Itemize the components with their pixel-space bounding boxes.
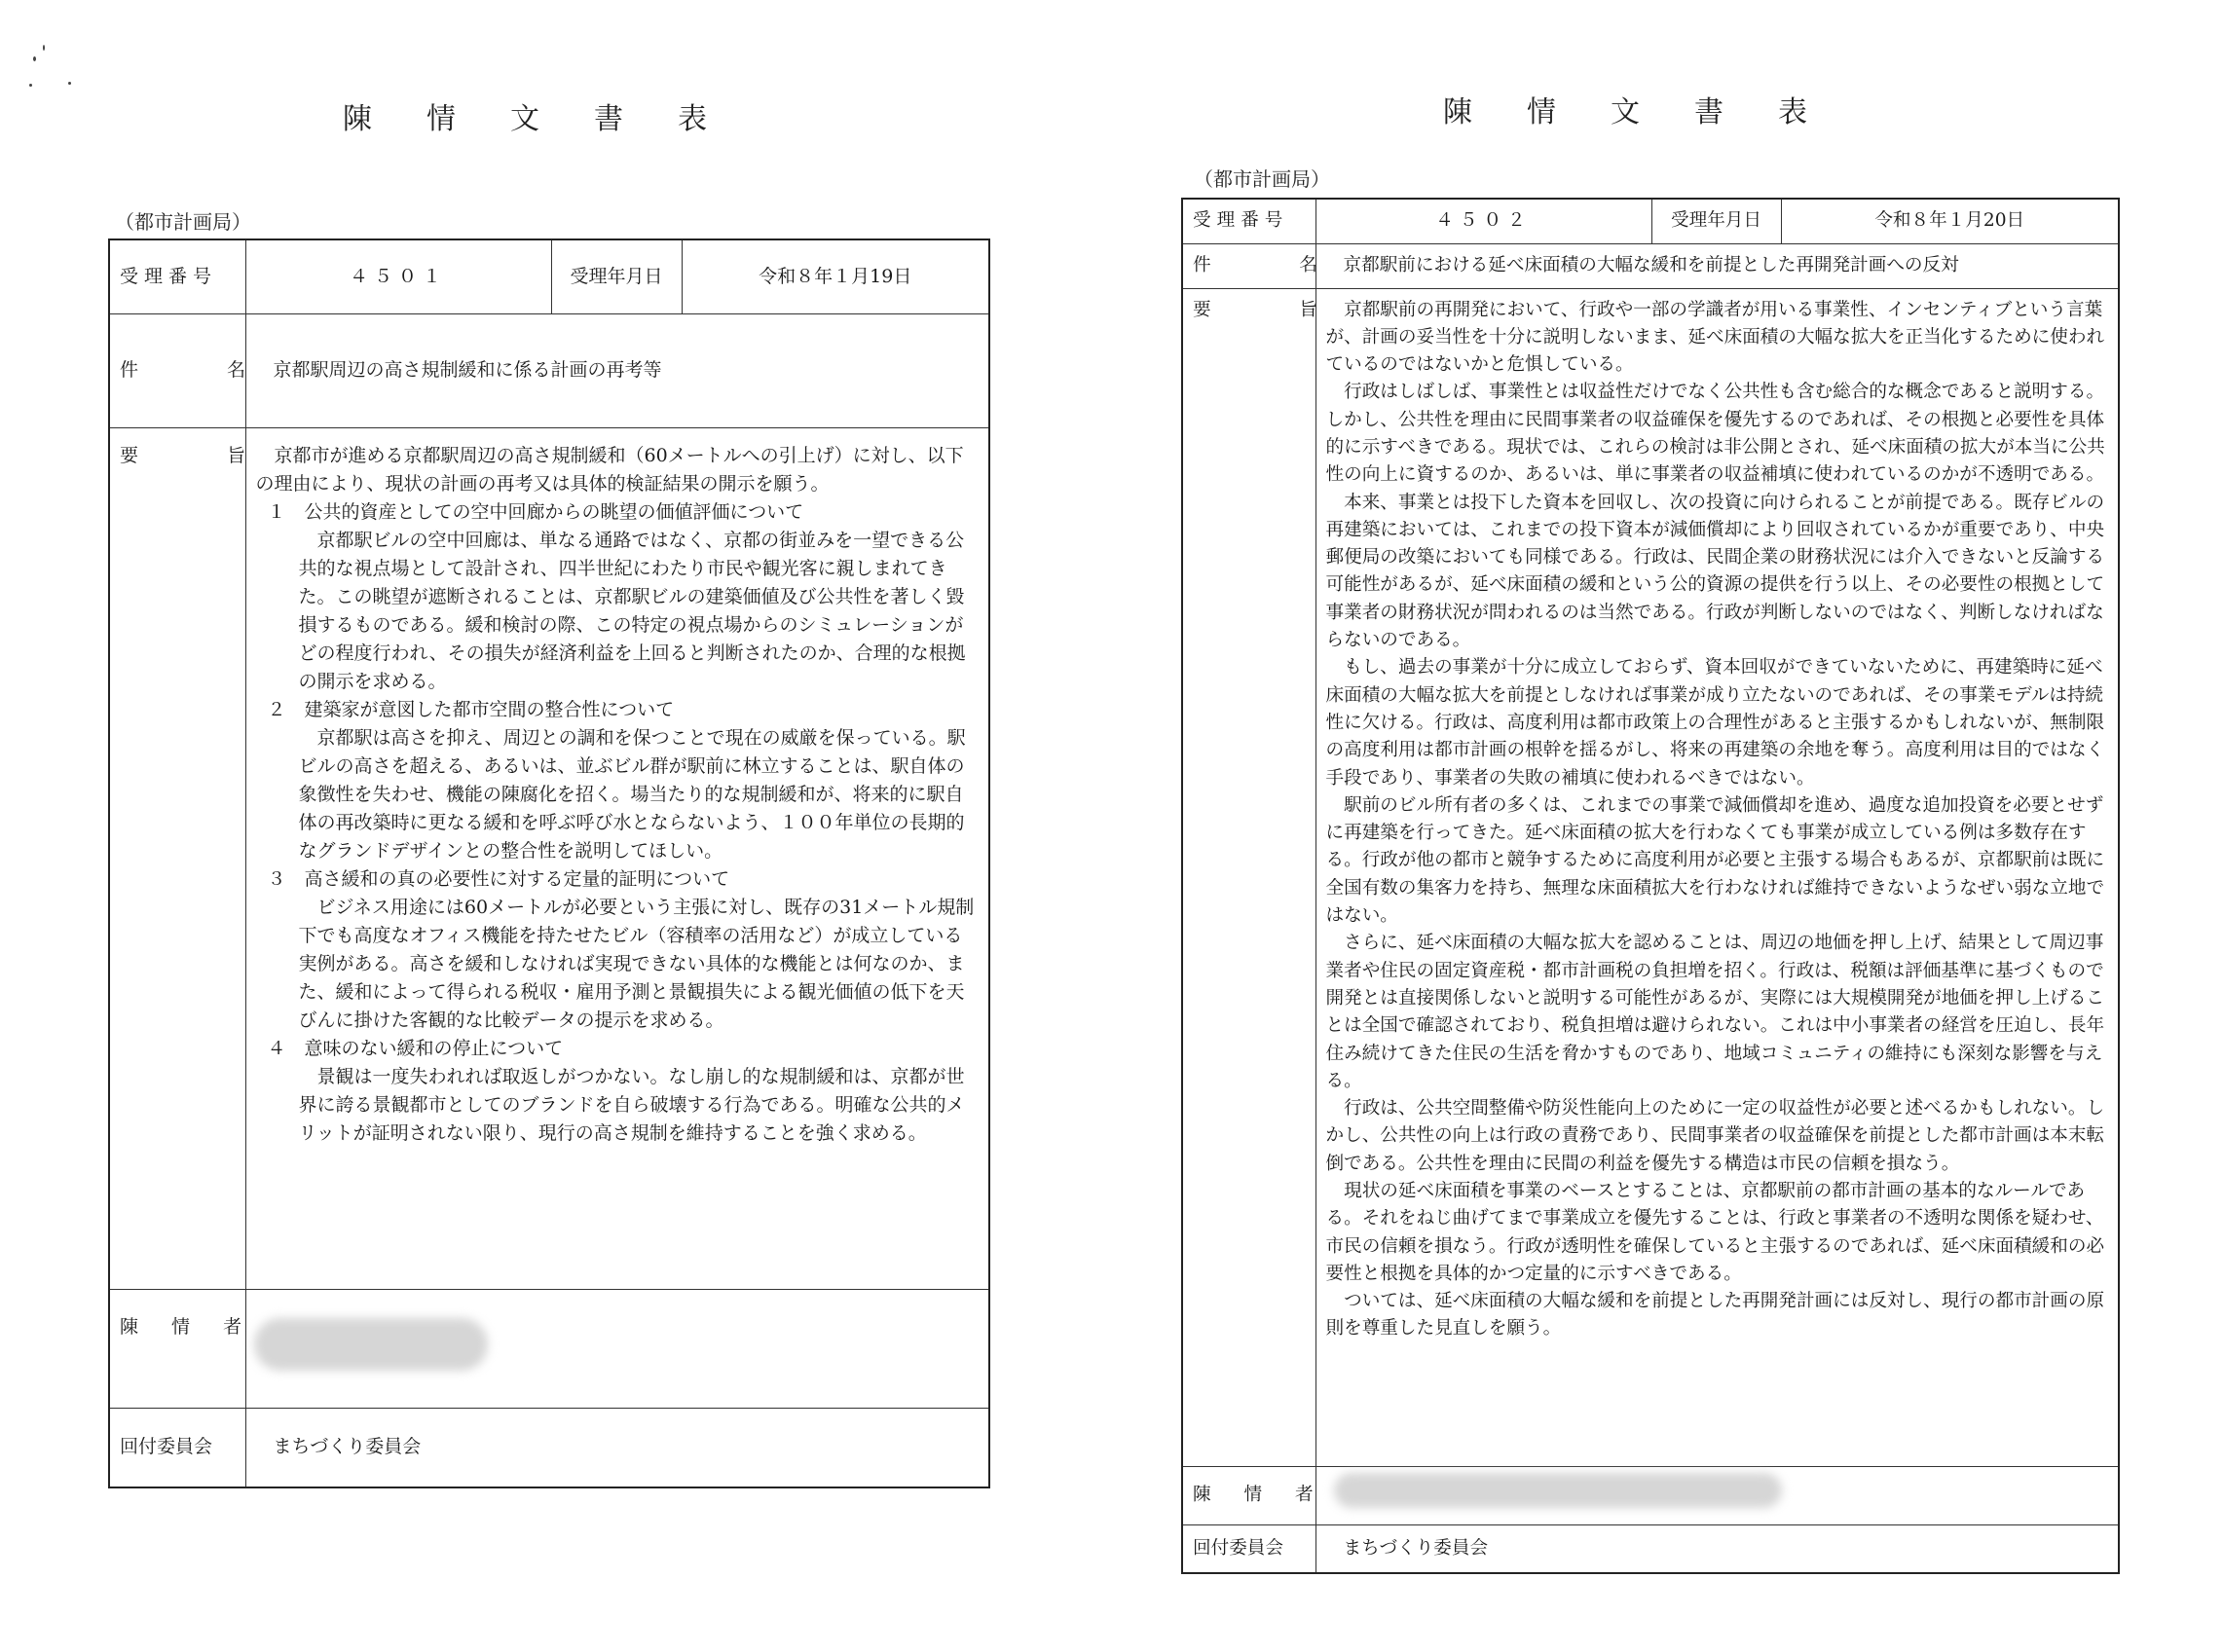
receipt-no-label: 受理番号 <box>109 239 245 313</box>
subject-label: 件 名 <box>1182 243 1315 288</box>
summary-body <box>245 427 989 1289</box>
summary-item-text: ビジネス用途には60メートルが必要という主張に対し、既存の31メートル規制下でも高度なオフィス機能を持たせたビル（容積率の活用など）が成立している実例がある。高さを緩和しなければ実現できない具体的な機能とは何なのか、また、緩和によって得られる税収・雇用予測と景観損失による観光価値の低下を天びんに掛けた客観的な比較データの提示を求める。 <box>298 896 975 1031</box>
receipt-date-label: 受理年月日 <box>1651 199 1781 243</box>
committee-label: 回付委員会 <box>109 1408 245 1487</box>
scan-speck <box>68 82 71 85</box>
summary-paragraph: 京都駅前の再開発において、行政や一部の学識者が用いる事業性、インセンティブという言葉が、計画の妥当性を十分に説明しないまま、延べ床面積の大幅な拡大を正当化するために使われているのではないかと危惧している。 <box>1325 299 2105 376</box>
summary-label: 要 旨 <box>1182 288 1315 1466</box>
subject-value: 京都駅前における延べ床面積の大幅な緩和を前提とした再開発計画への反対 <box>1315 243 2119 288</box>
petition-table <box>108 239 990 1488</box>
committee-label: 回付委員会 <box>1182 1524 1315 1573</box>
scan-speck <box>29 84 32 87</box>
petitioner-label: 陳 情 者 <box>1182 1466 1315 1524</box>
summary-paragraph: 行政は、公共空間整備や防災性能向上のために一定の収益性が必要と述べるかもしれない。しかし、公共性の向上は行政の責務であり、民間事業者の収益確保を前提とした都市計画は本末転倒である。公共性を理由に民間の利益を優先する構造は市民の信頼を損なう。 <box>1325 1098 2105 1174</box>
petition-table <box>1181 198 2120 1574</box>
summary-item-heading: １ 公共的資産としての空中回廊からの眺望の価値評価について <box>267 500 804 523</box>
receipt-no-value: ４５０１ <box>245 239 551 313</box>
summary-paragraph: 行政はしばしば、事業性とは収益性だけでなく公共性も含む総合的な概念であると説明する。しかし、公共性を理由に民間事業者の収益確保を優先するのであれば、その根拠と必要性を具体的に示すべきである。現状では、これらの検討は非公開とされ、延べ床面積の拡大が本当に公共性の向上に資するのか、あるいは、単に事業者の収益補填に使われているのかが不透明である。 <box>1325 382 2105 486</box>
summary-paragraph: もし、過去の事業が十分に成立しておらず、資本回収ができていないために、再建築時に延べ床面積の大幅な拡大を前提としなければ事業が成り立たないのであれば、その事業モデルは持続性に欠ける。行政は、高度利用は都市政策上の合理性があると主張するかもしれないが、無制限の高度利用は都市計画の根幹を揺るがし、将来の再建築の余地を奪う。高度利用は目的ではなく手段であり、事業者の失敗の補填に使われるべきではない。 <box>1325 657 2105 789</box>
summary-item-heading: ４ 意味のない緩和の停止について <box>267 1037 564 1059</box>
summary-body <box>1315 288 2119 1466</box>
receipt-date-value: 令和８年１月19日 <box>682 239 989 313</box>
scan-speck <box>43 45 45 51</box>
summary-item-text: 景観は一度失われれば取返しがつかない。なし崩し的な規制緩和は、京都が世界に誇る景観都市としてのブランドを自ら破壊する行為である。明確な公共的メリットが証明されない限り、現行の高さ規制を維持することを強く求める。 <box>298 1065 965 1144</box>
summary-intro: 京都市が進める京都駅周辺の高さ規制緩和（60メートルへの引上げ）に対し、以下の理由により、現状の計画の再考又は具体的検証結果の開示を願う。 <box>255 444 964 495</box>
page-title: 陳情文書表 <box>343 102 761 136</box>
receipt-no-label: 受理番号 <box>1182 199 1315 243</box>
summary-paragraph: 本来、事業とは投下した資本を回収し、次の投資に向けられることが前提である。既存ビルの再建築においては、これまでの投下資本が減価償却により回収されているかが重要であり、中央郵便局の改築においても同様である。行政は、民間企業の財務状況には介入できないと反論する可能性があるが、延べ床面積の緩和という公的資源の提供を行う以上、その必要性の根拠として事業者の財務状況が問われるのは当然である。行政が判断しないのではなく、判断しなければならないのである。 <box>1325 492 2105 651</box>
redacted-petitioner-name <box>1334 1473 1782 1508</box>
summary-paragraph: 現状の延べ床面積を事業のベースとすることは、京都駅前の都市計画の基本的なルールである。それをねじ曲げてまで事業成立を優先することは、行政と事業者の不透明な関係を疑わせ、市民の信頼を損なう。行政が透明性を確保していると主張するのであれば、延べ床面積緩和の必要性と根拠を具体的かつ定量的に示すべきである。 <box>1325 1181 2105 1284</box>
scan-speck <box>33 56 36 61</box>
summary-paragraph: 駅前のビル所有者の多くは、これまでの事業で減価償却を進め、過度な追加投資を必要とせずに再建築を行ってきた。延べ床面積の拡大を行わなくても事業が成立している例は多数存在する。行政が他の都市と競争するために高度利用が必要と主張する場合もあるが、京都駅前は既に全国有数の集客力を持ち、無理な床面積拡大を行わなければ維持できないようなぜい弱な立地ではない。 <box>1325 794 2105 927</box>
petitioner-label: 陳 情 者 <box>109 1289 245 1408</box>
department-label: （都市計画局） <box>1194 167 1330 191</box>
summary-item-heading: ２ 建築家が意図した都市空間の整合性について <box>267 698 675 720</box>
receipt-no-value: ４５０２ <box>1315 199 1651 243</box>
committee-value: まちづくり委員会 <box>245 1408 989 1487</box>
receipt-date-value: 令和８年１月20日 <box>1781 199 2119 243</box>
summary-label: 要 旨 <box>109 427 245 1289</box>
subject-label: 件 名 <box>109 313 245 427</box>
department-label: （都市計画局） <box>115 210 251 234</box>
summary-paragraph: さらに、延べ床面積の大幅な拡大を認めることは、周辺の地価を押し上げ、結果として周辺事業者や住民の固定資産税・都市計画税の負担増を招く。行政は、税額は評価基準に基づくもので開発とは直接関係しないと説明する可能性があるが、実際には大規模開発が地価を押し上げることは全国で確認されており、税負担増は避けられない。これは中小事業者の経営を圧迫し、長年住み続けてきた住民の生活を脅かすものであり、地域コミュニティの維持にも深刻な影響を与える。 <box>1325 933 2105 1091</box>
committee-value: まちづくり委員会 <box>1315 1524 2119 1573</box>
subject-value: 京都駅周辺の高さ規制緩和に係る計画の再考等 <box>245 313 989 427</box>
summary-item-heading: ３ 高さ緩和の真の必要性に対する定量的証明について <box>267 867 730 890</box>
receipt-date-label: 受理年月日 <box>551 239 682 313</box>
summary-paragraph: ついては、延べ床面積の大幅な緩和を前提とした再開発計画には反対し、現行の都市計画の原則を尊重した見直しを願う。 <box>1325 1291 2105 1340</box>
page-title: 陳情文書表 <box>1443 95 1862 129</box>
redacted-petitioner-name <box>254 1318 488 1371</box>
summary-item-text: 京都駅は高さを抑え、周辺との調和を保つことで現在の威厳を保っている。駅ビルの高さを超える、あるいは、並ぶビル群が駅前に林立することは、駅自体の象徴性を失わせ、機能の陳腐化を招く。場当たり的な規制緩和が、将来的に駅自体の再改築時に更なる緩和を呼ぶ呼び水とならないよう、１００年単位の長期的なグランドデザインとの整合性を説明してほしい。 <box>298 726 966 862</box>
summary-item-text: 京都駅ビルの空中回廊は、単なる通路ではなく、京都の街並みを一望できる公共的な視点場として設計され、四半世紀にわたり市民や観光客に親しまれてきた。この眺望が遮断されることは、京都駅ビルの建築価値及び公共性を著しく毀損するものである。緩和検討の際、この特定の視点場からのシミュレーションがどの程度行われ、その損失が経済利益を上回ると判断されたのか、合理的な根拠の開示を求める。 <box>298 529 966 692</box>
